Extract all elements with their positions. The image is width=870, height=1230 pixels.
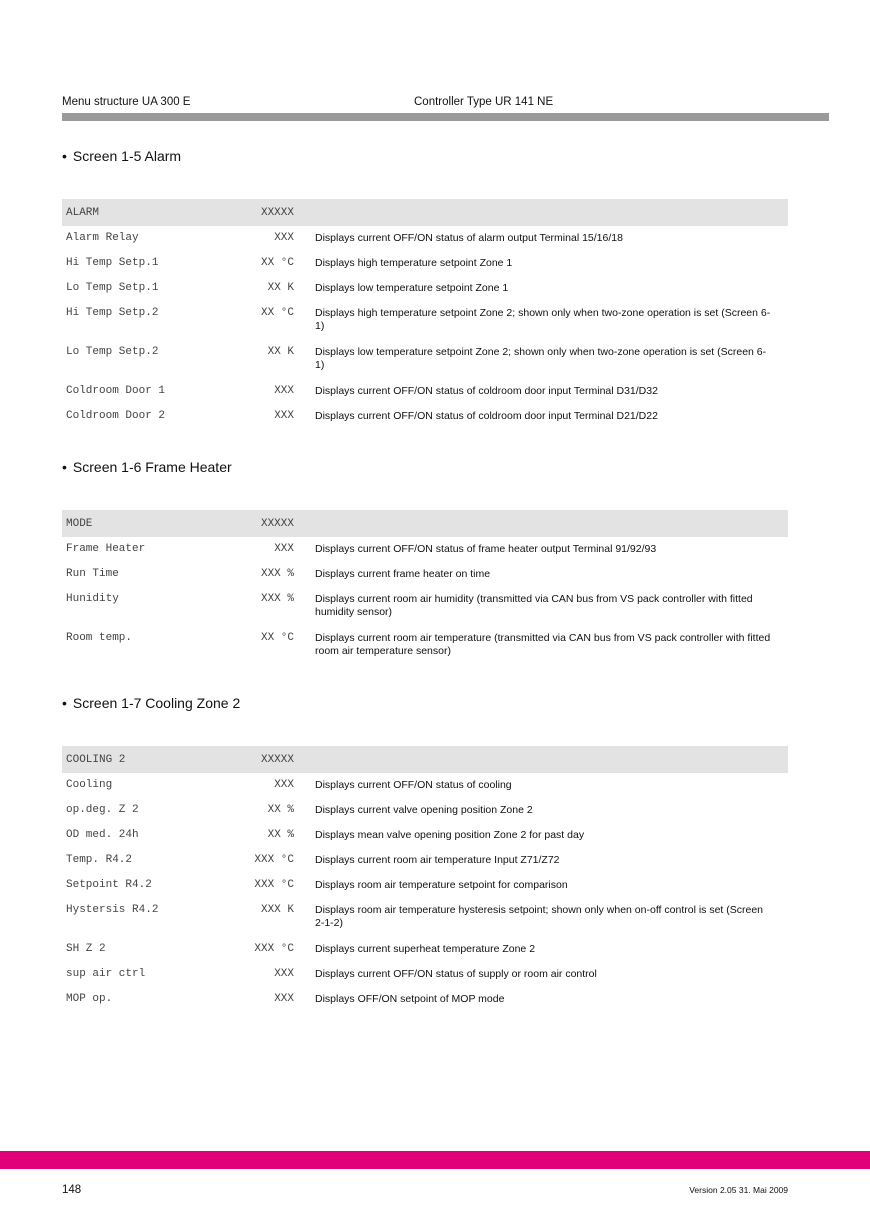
- row-label: op.deg. Z 2: [66, 804, 139, 816]
- table-header-value: XXXXX: [260, 207, 294, 219]
- table-row: [62, 404, 788, 429]
- row-value: XXX: [274, 232, 294, 244]
- table-row: [62, 537, 788, 562]
- table-row: [62, 848, 788, 873]
- table-header-label: MODE: [66, 518, 93, 530]
- table-row: [62, 251, 788, 276]
- row-description: Displays low temperature setpoint Zone 1: [315, 282, 509, 294]
- header-center-title: Controller Type UR 141 NE: [414, 96, 554, 108]
- row-value: XXX °C: [254, 943, 294, 955]
- row-value: XX K: [267, 346, 294, 358]
- table-row: [62, 626, 788, 665]
- row-value: XX %: [267, 829, 294, 841]
- row-description: Displays current room air temperature (transmitted via CAN bus from VS pack controller with fitted room air temperature sensor): [315, 632, 771, 657]
- row-description: Displays current room air humidity (transmitted via CAN bus from VS pack controller with fitted humidity sensor): [315, 593, 753, 618]
- row-value: XX °C: [260, 307, 294, 319]
- table-row: [62, 587, 788, 626]
- row-value: XXX: [274, 410, 294, 422]
- row-label: Run Time: [66, 568, 119, 580]
- row-value: XX %: [267, 804, 294, 816]
- row-description: Displays current OFF/ON status of coldroom door input Terminal D21/D22: [315, 410, 658, 422]
- row-description: Displays OFF/ON setpoint of MOP mode: [315, 993, 505, 1005]
- row-label: Lo Temp Setp.1: [66, 282, 159, 294]
- table-row: [62, 276, 788, 301]
- table-row: [62, 340, 788, 379]
- header-left-title: Menu structure UA 300 E: [62, 96, 191, 108]
- alarm-table: [62, 199, 788, 429]
- footer-accent-bar: [0, 1151, 870, 1169]
- table-row: [62, 301, 788, 340]
- row-label: Coldroom Door 1: [66, 385, 166, 397]
- row-label: Cooling: [66, 779, 113, 791]
- table-header: [62, 746, 788, 773]
- header-divider-bar: [62, 113, 829, 121]
- row-description: Displays mean valve opening position Zone 2 for past day: [315, 829, 585, 841]
- row-value: XXX: [274, 968, 294, 980]
- row-label: Hi Temp Setp.1: [66, 257, 159, 269]
- row-description: Displays room air temperature setpoint for comparison: [315, 879, 568, 891]
- row-value: XXX K: [260, 904, 294, 916]
- row-value: XXX %: [260, 593, 294, 605]
- row-description: Displays current OFF/ON status of supply or room air control: [315, 968, 597, 980]
- row-value: XXX °C: [254, 854, 294, 866]
- section-title-alarm: [62, 148, 181, 164]
- row-description: Displays current OFF/ON status of frame heater output Terminal 91/92/93: [315, 543, 657, 555]
- table-row: [62, 823, 788, 848]
- row-value: XXX °C: [254, 879, 294, 891]
- section-title-text: Screen 1-5 Alarm: [72, 148, 182, 164]
- row-description: Displays high temperature setpoint Zone 2; shown only when two-zone operation is set (Screen 6-1): [315, 307, 771, 332]
- row-label: Room temp.: [66, 632, 133, 644]
- row-label: Temp. R4.2: [66, 854, 133, 866]
- table-row: [62, 987, 788, 1012]
- row-value: XXX %: [260, 568, 294, 580]
- table-row: [62, 873, 788, 898]
- section-title-text: Screen 1-7 Cooling Zone 2: [72, 695, 241, 711]
- row-label: Frame Heater: [66, 543, 146, 555]
- row-value: XXX: [274, 543, 294, 555]
- row-label: OD med. 24h: [66, 829, 139, 841]
- row-description: Displays current valve opening position Zone 2: [315, 804, 533, 816]
- row-label: MOP op.: [66, 993, 113, 1005]
- page-number: 148: [62, 1184, 82, 1196]
- row-description: Displays current room air temperature Input Z71/Z72: [315, 854, 560, 866]
- row-description: Displays current superheat temperature Zone 2: [315, 943, 536, 955]
- row-description: Displays current OFF/ON status of coldroom door input Terminal D31/D32: [315, 385, 658, 397]
- table-row: [62, 226, 788, 251]
- row-description: Displays high temperature setpoint Zone 1: [315, 257, 513, 269]
- cooling-zone-2-table: [62, 746, 788, 1012]
- row-description: Displays current frame heater on time: [315, 568, 491, 580]
- section-title-frame-heater: [62, 459, 232, 475]
- row-value: XXX: [274, 993, 294, 1005]
- row-label: Setpoint R4.2: [66, 879, 152, 891]
- table-header: [62, 199, 788, 226]
- bullet-icon: •: [62, 148, 67, 164]
- row-description: Displays low temperature setpoint Zone 2; shown only when two-zone operation is set (Screen 6-1): [315, 346, 767, 371]
- row-label: SH Z 2: [66, 943, 106, 955]
- row-value: XX K: [267, 282, 294, 294]
- row-label: Coldroom Door 2: [66, 410, 166, 422]
- row-value: XX °C: [260, 257, 294, 269]
- table-row: [62, 562, 788, 587]
- table-row: [62, 962, 788, 987]
- row-description: Displays current OFF/ON status of alarm output Terminal 15/16/18: [315, 232, 623, 244]
- row-label: Hunidity: [66, 593, 119, 605]
- row-label: sup air ctrl: [66, 968, 146, 980]
- row-label: Hi Temp Setp.2: [66, 307, 159, 319]
- table-header-value: XXXXX: [260, 754, 294, 766]
- bullet-icon: •: [62, 459, 67, 475]
- table-row: [62, 773, 788, 798]
- row-value: XXX: [274, 779, 294, 791]
- bullet-icon: •: [62, 695, 67, 711]
- row-value: XX °C: [260, 632, 294, 644]
- row-value: XXX: [274, 385, 294, 397]
- row-label: Hystersis R4.2: [66, 904, 159, 916]
- table-row: [62, 379, 788, 404]
- table-header-label: ALARM: [66, 207, 100, 219]
- table-row: [62, 798, 788, 823]
- table-header-value: XXXXX: [260, 518, 294, 530]
- table-header: [62, 510, 788, 537]
- table-row: [62, 898, 788, 937]
- frame-heater-table: [62, 510, 788, 665]
- row-description: Displays room air temperature hysteresis setpoint; shown only when on-off control is set (Screen 2-1-2): [315, 904, 764, 929]
- row-label: Alarm Relay: [66, 232, 139, 244]
- version-info: Version 2.05 31. Mai 2009: [689, 1185, 788, 1195]
- section-title-cooling-zone-2: [62, 695, 240, 711]
- table-header-label: COOLING 2: [66, 754, 126, 766]
- row-description: Displays current OFF/ON status of cooling: [315, 779, 512, 791]
- table-row: [62, 937, 788, 962]
- section-title-text: Screen 1-6 Frame Heater: [72, 459, 232, 475]
- row-label: Lo Temp Setp.2: [66, 346, 159, 358]
